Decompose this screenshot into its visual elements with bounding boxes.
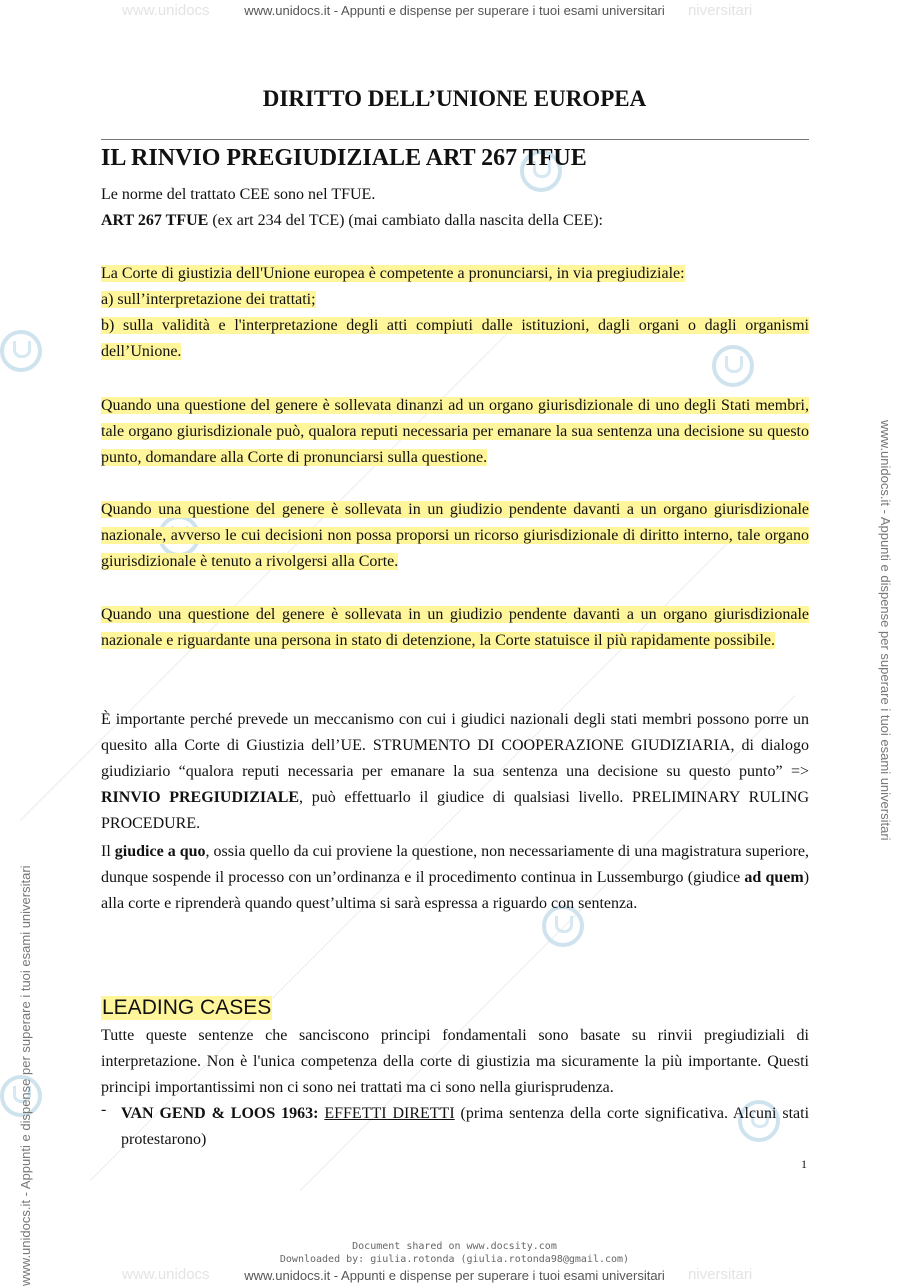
explanation-paragraph: È importante perché prevede un meccanismo con cui i giudici nazionali degli stati membri possono porre un quesito alla Corte di Giustizia dell’UE. STRUMENTO DI COOPERAZIONE GIUDIZIARIA, di dialogo giudiziario “qualora reputi necessaria per emanare la sua sentenza una decisione su questo punto” => RINVIO PREGIUDIZIALE, può effettuarlo il giudice di qualsiasi livello. PRELIMINARY RULING PROCEDURE. <box>101 711 810 832</box>
treaty-quote-2 <box>101 393 809 471</box>
watermark-faint-text: www.unidocs <box>122 2 210 19</box>
intro-paragraph <box>101 182 809 234</box>
watermark-faint-text: www.unidocs <box>122 1266 210 1283</box>
article-reference: ART 267 TFUE <box>101 212 209 229</box>
highlighted-text: La Corte di giustizia dell'Unione europea è competente a pronunciarsi, in via pregiudiziale: <box>101 265 685 282</box>
leading-cases-heading: LEADING CASES <box>102 996 272 1019</box>
watermark-faint-text: niversitari <box>688 2 753 19</box>
highlighted-text: Quando una questione del genere è sollevata dinanzi ad un organo giurisdizionale di uno degli Stati membri, tale organo giurisdizionale può, qualora reputi necessaria per emanare la sua sentenza una decisione su questo punto, domandare alla Corte di pronunciarsi sulla questione. <box>101 397 809 466</box>
page-number: 1 <box>801 1157 807 1171</box>
case-item: VAN GEND & LOOS 1963: EFFETTI DIRETTI (prima sentenza della corte significativa. Alcuni stati protestarono) <box>121 1105 810 1148</box>
section-title: IL RINVIO PREGIUDIZIALE ART 267 TFUE <box>101 145 587 171</box>
docsity-footer-line: Document shared on www.docsity.com <box>352 1241 557 1252</box>
treaty-quote-4 <box>101 602 809 654</box>
intro-line: Le norme del trattato CEE sono nel TFUE. <box>101 186 376 203</box>
bold-term: RINVIO PREGIUDIZIALE <box>101 789 300 806</box>
bullet-marker: - <box>101 1101 107 1118</box>
watermark-left: www.unidocs.it - Appunti e dispense per superare i tuoi esami universitari <box>18 865 33 1286</box>
watermark-faint-text: niversitari <box>688 1266 753 1283</box>
unidocs-logo-icon <box>0 330 42 372</box>
watermark-right: www.unidocs.it - Appunti e dispense per superare i tuoi esami universitari <box>878 420 893 841</box>
giudice-a-quo-paragraph: Il giudice a quo, ossia quello da cui proviene la questione, non necessariamente di una magistratura superiore, dunque sospende il processo con un’ordinanza e il procedimento continua in Lussemburgo (giudice ad quem) alla corte e riprenderà quando quest’ultima si sarà espressa a riguardo con sentenza. <box>101 843 810 912</box>
treaty-quote-3 <box>101 497 809 575</box>
bold-term: ad quem <box>744 869 804 886</box>
document-title: DIRITTO DELL’UNIONE EUROPEA <box>262 86 647 111</box>
highlighted-text: Quando una questione del genere è sollevata in un giudizio pendente davanti a un organo giurisdizionale nazionale, avverso le cui decisioni non possa proporsi un ricorso giurisdizionale di diritto interno, tale organo giurisdizionale è tenuto a rivolgersi alla Corte. <box>101 501 809 570</box>
intro-line: ART 267 TFUE (ex art 234 del TCE) (mai cambiato dalla nascita della CEE): <box>101 212 603 229</box>
leading-cases-paragraph: Tutte queste sentenze che sanciscono principi fondamentali sono basate su rinvii pregiudiziali di interpretazione. Non è l'unica competenza della corte di giustizia ma sicuramente la più importante. Questi principi importantissimi non ci sono nei trattati ma ci sono nella giurisprudenza. <box>101 1027 809 1096</box>
highlighted-text: b) sulla validità e l'interpretazione degli atti compiuti dalle istituzioni, dagli organi o dagli organismi dell’Unione. <box>101 317 809 360</box>
treaty-quote-1 <box>101 261 809 365</box>
highlighted-text: Quando una questione del genere è sollevata in un giudizio pendente davanti a un organo giurisdizionale nazionale e riguardante una persona in stato di detenzione, la Corte statuisce il più rapidamente possibile. <box>101 606 809 649</box>
watermark-top: www.unidocs.it - Appunti e dispense per superare i tuoi esami universitari <box>244 3 665 18</box>
watermark-bottom: www.unidocs.it - Appunti e dispense per superare i tuoi esami universitari <box>244 1268 665 1283</box>
case-principle: EFFETTI DIRETTI <box>324 1105 455 1122</box>
bold-term: giudice a quo <box>114 843 206 860</box>
highlighted-text: a) sull’interpretazione dei trattati; <box>101 291 316 308</box>
case-name: VAN GEND & LOOS 1963 <box>121 1105 314 1122</box>
docsity-footer-line: Downloaded by: giulia.rotonda (giulia.rotonda98@gmail.com) <box>279 1254 630 1265</box>
title-divider <box>101 139 809 140</box>
